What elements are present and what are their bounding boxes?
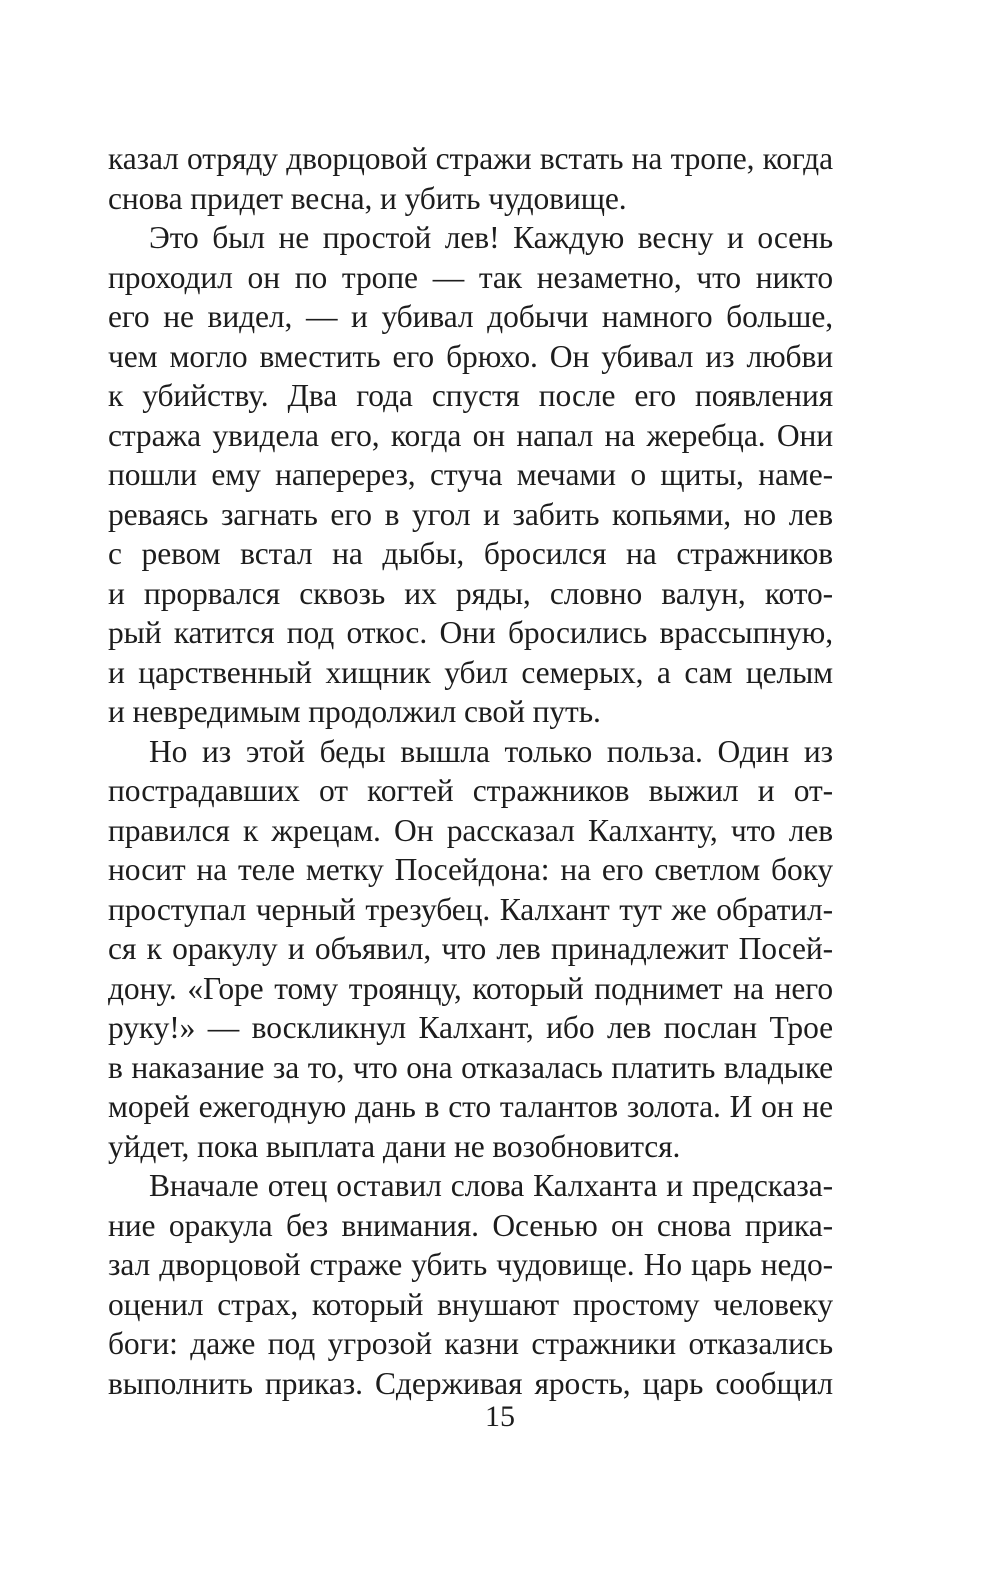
text-line: пострадавших от когтей стражников выжил и от- bbox=[108, 773, 833, 808]
text-line: уйдет, пока выплата дани не возобновится. bbox=[108, 1128, 681, 1164]
text-line: рый катится под откос. Они бросились врассыпную, bbox=[108, 615, 833, 650]
paragraph bbox=[108, 218, 833, 732]
text-line: и невредимым продолжил свой путь. bbox=[108, 694, 601, 729]
text-line: Но из этой беды вышла только польза. Один из bbox=[149, 733, 833, 769]
text-line: чем могло вместить его брюхо. Он убивал из любви bbox=[108, 338, 833, 374]
text-line: Это был не простой лев! Каждую весну и осень bbox=[149, 220, 833, 255]
text-line: казал отряду дворцовой стражи встать на тропе, когда bbox=[108, 141, 833, 176]
paragraph bbox=[108, 1166, 833, 1403]
text-line: руку!» — воскликнул Калхант, ибо лев послан Трое bbox=[108, 1010, 833, 1045]
text-line: с ревом встал на дыбы, бросился на стражников bbox=[108, 536, 833, 571]
paragraph bbox=[108, 732, 833, 1167]
text-line: дону. «Горе тому троянцу, который поднимет на него bbox=[108, 970, 833, 1006]
text-line: реваясь загнать его в угол и забить копьями, но лев bbox=[108, 496, 833, 532]
page-number: 15 bbox=[485, 1400, 515, 1433]
text-line: в наказание за то, что она отказалась платить владыке bbox=[108, 1049, 833, 1085]
text-line: боги: даже под угрозой казни стражники отказались bbox=[108, 1326, 833, 1361]
text-line: проступал черный трезубец. Калхант тут же обратил- bbox=[108, 891, 833, 927]
text-line: носит на теле метку Посейдона: на его светлом боку bbox=[108, 852, 833, 887]
text-line: и царственный хищник убил семерых, а сам целым bbox=[108, 654, 833, 690]
text-line: выполнить приказ. Сдерживая ярость, царь сообщил bbox=[108, 1365, 833, 1401]
body-text bbox=[108, 139, 833, 1403]
text-line: к убийству. Два года спустя после его появления bbox=[108, 378, 833, 413]
text-line: и прорвался сквозь их ряды, словно валун, кото- bbox=[108, 575, 833, 611]
text-line: проходил он по тропе — так незаметно, что никто bbox=[108, 259, 833, 295]
text-line: его не видел, — и убивал добычи намного больше, bbox=[108, 299, 833, 334]
text-line: снова придет весна, и убить чудовище. bbox=[108, 180, 627, 216]
text-line: морей ежегодную дань в сто талантов золота. И он не bbox=[108, 1089, 833, 1124]
text-line: правился к жрецам. Он рассказал Калханту, что лев bbox=[108, 812, 833, 848]
text-line: ние оракула без внимания. Осенью он снова прика- bbox=[108, 1207, 833, 1243]
text-line: ся к оракулу и объявил, что лев принадлежит Посей- bbox=[108, 931, 833, 966]
text-line: оценил страх, который внушают простому человеку bbox=[108, 1286, 833, 1322]
text-line: стража увидела его, когда он напал на жеребца. Они bbox=[108, 417, 833, 453]
text-line: зал дворцовой страже убить чудовище. Но царь недо- bbox=[108, 1247, 833, 1282]
text-line: пошли ему наперерез, стуча мечами о щиты, наме- bbox=[108, 457, 833, 492]
paragraph bbox=[108, 139, 833, 218]
text-line: Вначале отец оставил слова Калханта и предсказа- bbox=[149, 1168, 833, 1203]
